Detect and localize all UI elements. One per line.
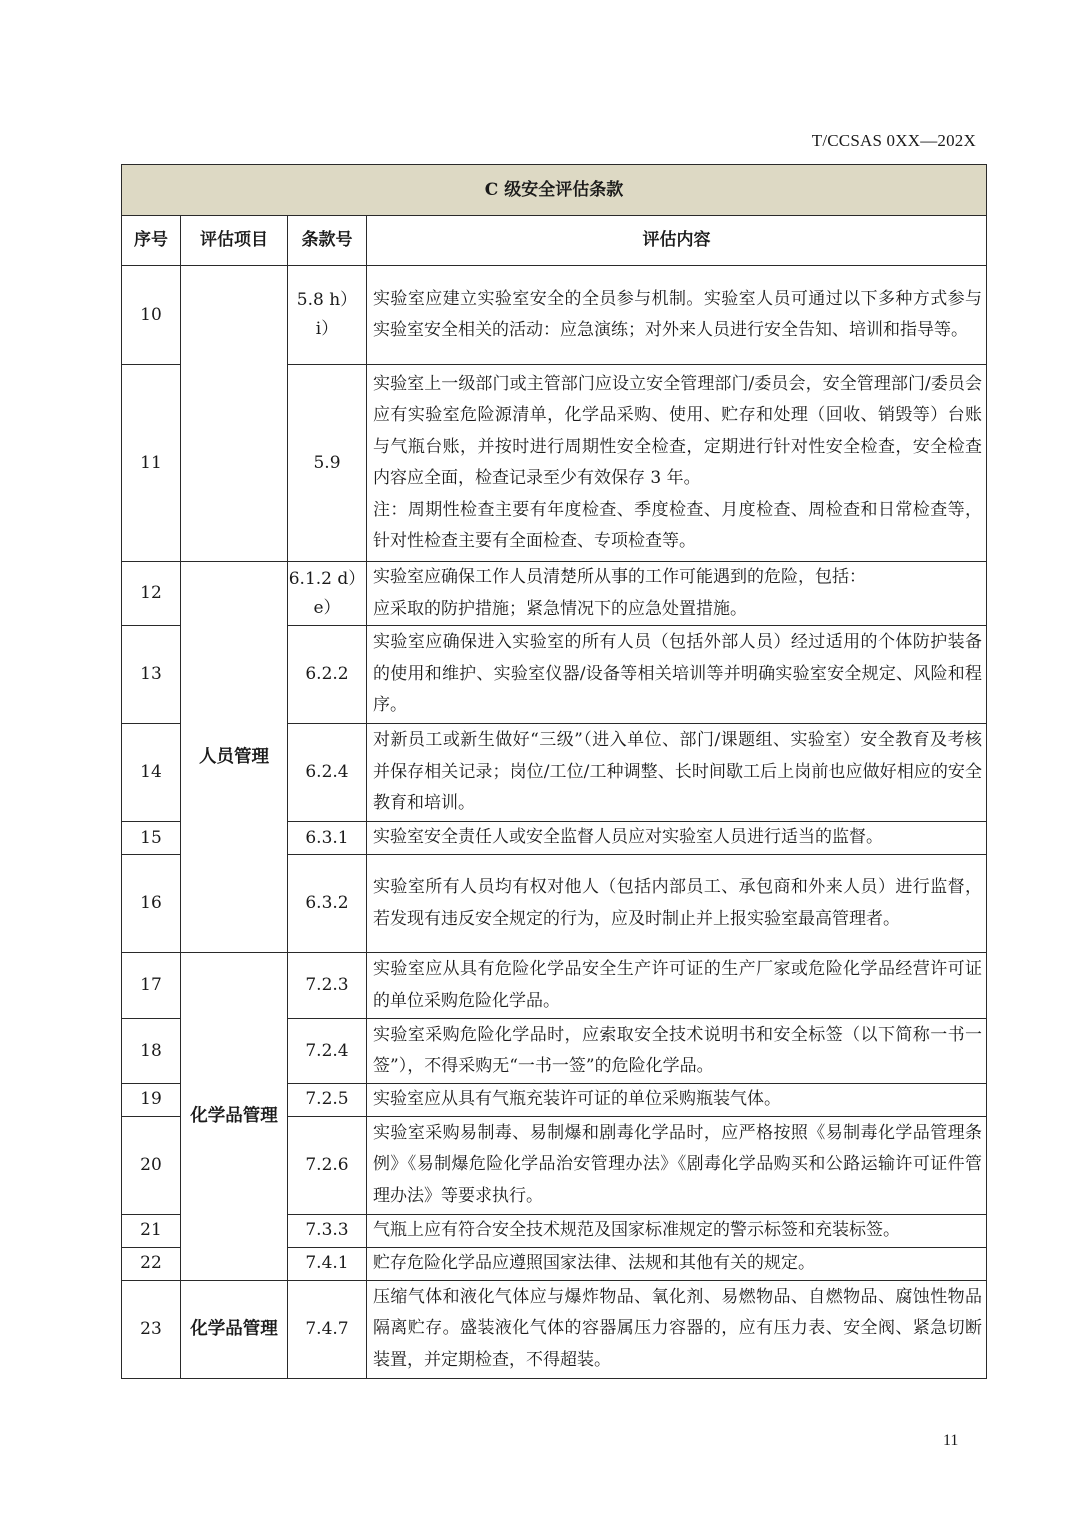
category-chemicals: 化学品管理 <box>181 953 288 1281</box>
category-personnel: 人员管理 <box>181 562 288 953</box>
category-cell-empty <box>181 266 288 562</box>
row-number: 13 <box>122 626 181 724</box>
assessment-content: 实验室采购易制毒、易制爆和剧毒化学品时，应严格按照《易制毒化学品管理条例》《易制爆危险化学品治安管理办法》《剧毒化学品购买和公路运输许可证件管理办法》等要求执行。 <box>367 1116 987 1214</box>
assessment-content: 实验室采购危险化学品时，应索取安全技术说明书和安全标签（以下简称一书一签”），不得采购无“一书一签”的危险化学品。 <box>367 1019 987 1084</box>
clause-number: 7.2.5 <box>288 1084 367 1117</box>
document-code: T/CCSAS 0XX—202X <box>811 131 976 150</box>
assessment-content: 实验室上一级部门或主管部门应设立安全管理部门/委员会，安全管理部门/委员会应有实验室危险源清单，化学品采购、使用、贮存和处理（回收、销毁等）台账与气瓶台账，并按时进行周期性安全检查，定期进行针对性安全检查，安全检查内容应全面，检查记录至少有效保存 3 年。 注：周期性检查主要有年度检查、季度检查、月度检查、周检查和日常检查等，针对性检查主要有全面检查、专项检查等。 <box>367 365 987 562</box>
row-number: 19 <box>122 1084 181 1117</box>
clause-number: 7.2.6 <box>288 1116 367 1214</box>
assessment-content: 实验室应建立实验室安全的全员参与机制。实验室人员可通过以下多种方式参与实验室安全相关的活动：应急演练；对外来人员进行安全告知、培训和指导等。 <box>367 266 987 365</box>
clause-number: 7.3.3 <box>288 1214 367 1247</box>
table-row <box>122 1280 987 1378</box>
row-number: 12 <box>122 562 181 626</box>
row-number: 17 <box>122 953 181 1019</box>
clause-number: 6.2.2 <box>288 626 367 724</box>
clause-number: 6.3.1 <box>288 822 367 855</box>
clause-number: 6.1.2 d） e） <box>288 562 367 626</box>
clause-number: 7.2.3 <box>288 953 367 1019</box>
row-number: 10 <box>122 266 181 365</box>
assessment-content: 压缩气体和液化气体应与爆炸物品、氧化剂、易燃物品、自燃物品、腐蚀性物品隔离贮存。盛装液化气体的容器属压力容器的，应有压力表、安全阀、紧急切断装置，并定期检查，不得超装。 <box>367 1280 987 1378</box>
assessment-table <box>121 164 987 1379</box>
assessment-content: 气瓶上应有符合安全技术规范及国家标准规定的警示标签和充装标签。 <box>367 1214 987 1247</box>
table-row <box>122 562 987 626</box>
clause-number: 6.3.2 <box>288 855 367 953</box>
row-number: 11 <box>122 365 181 562</box>
column-header-item: 评估项目 <box>181 216 288 266</box>
clause-number: 5.9 <box>288 365 367 562</box>
assessment-content: 实验室应确保工作人员清楚所从事的工作可能遇到的危险，包括： 应采取的防护措施；紧急情况下的应急处置措施。 <box>367 562 987 626</box>
table-title-row <box>122 165 987 216</box>
row-number: 18 <box>122 1019 181 1084</box>
clause-number: 7.2.4 <box>288 1019 367 1084</box>
assessment-content: 实验室安全责任人或安全监督人员应对实验室人员进行适当的监督。 <box>367 822 987 855</box>
assessment-content: 对新员工或新生做好“三级”（进入单位、部门/课题组、实验室）安全教育及考核并保存相关记录；岗位/工位/工种调整、长时间歇工后上岗前也应做好相应的安全教育和培训。 <box>367 724 987 822</box>
clause-number <box>288 266 367 365</box>
row-number: 22 <box>122 1247 181 1280</box>
assessment-content: 实验室应从具有危险化学品安全生产许可证的生产厂家或危险化学品经营许可证的单位采购危险化学品。 <box>367 953 987 1019</box>
row-number: 15 <box>122 822 181 855</box>
column-header-no: 序号 <box>122 216 181 266</box>
table-row <box>122 266 987 365</box>
assessment-content: 实验室所有人员均有权对他人（包括内部员工、承包商和外来人员）进行监督，若发现有违反安全规定的行为，应及时制止并上报实验室最高管理者。 <box>367 855 987 953</box>
assessment-content: 贮存危险化学品应遵照国家法律、法规和其他有关的规定。 <box>367 1247 987 1280</box>
clause-number: 6.2.4 <box>288 724 367 822</box>
row-number: 20 <box>122 1116 181 1214</box>
table-title: C 级安全评估条款 <box>122 165 987 216</box>
clause-text: 5.8 h） i） <box>296 290 358 339</box>
assessment-content: 实验室应从具有气瓶充装许可证的单位采购瓶装气体。 <box>367 1084 987 1117</box>
assessment-content: 实验室应确保进入实验室的所有人员（包括外部人员）经过适用的个体防护装备的使用和维护、实验室仪器/设备等相关培训等并明确实验室安全规定、风险和程序。 <box>367 626 987 724</box>
category-chemicals: 化学品管理 <box>181 1280 288 1378</box>
row-number: 21 <box>122 1214 181 1247</box>
clause-number: 7.4.1 <box>288 1247 367 1280</box>
row-number: 14 <box>122 724 181 822</box>
table-row <box>122 953 987 1019</box>
row-number: 16 <box>122 855 181 953</box>
column-header-clause: 条款号 <box>288 216 367 266</box>
column-header-content: 评估内容 <box>367 216 987 266</box>
table-header-row <box>122 216 987 266</box>
row-number: 23 <box>122 1280 181 1378</box>
clause-number: 7.4.7 <box>288 1280 367 1378</box>
page-number: 11 <box>943 1432 959 1449</box>
